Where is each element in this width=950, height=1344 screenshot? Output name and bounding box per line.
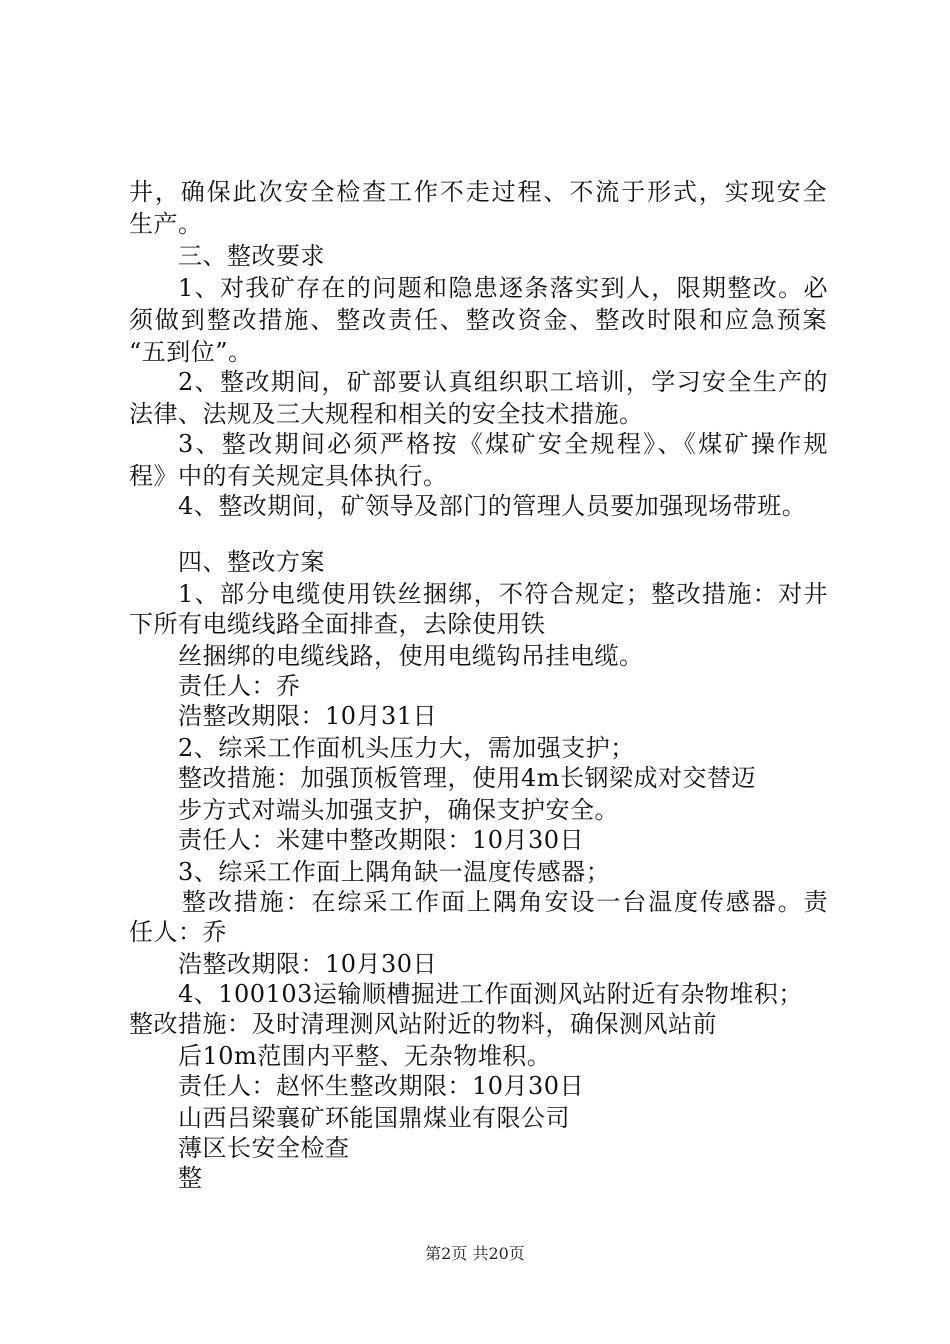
text-line: “五到位”。 bbox=[129, 338, 253, 366]
text-line: 生产。 bbox=[129, 210, 203, 238]
text-line: 3、综采工作面上隅角缺一温度传感器； bbox=[178, 858, 611, 886]
text-line: 责任人：米建中整改期限：10月30日 bbox=[178, 826, 585, 854]
text-line: 步方式对端头加强支护，确保支护安全。 bbox=[178, 796, 619, 824]
text-line: 整改措施：及时清理测风站附近的物料，确保测风站前 bbox=[129, 1010, 717, 1038]
text-line: 薄区长安全检查 bbox=[178, 1134, 350, 1162]
section-heading: 四、整改方案 bbox=[178, 548, 325, 576]
section-heading: 三、整改要求 bbox=[178, 242, 325, 270]
text-line: 责任人：赵怀生整改期限：10月30日 bbox=[178, 1072, 585, 1100]
text-line: 整 bbox=[178, 1164, 203, 1192]
text-line: 井，确保此次安全检查工作不走过程、不流于形式，实现安全 bbox=[129, 178, 827, 206]
text-line: 浩整改期限：10月30日 bbox=[178, 950, 438, 978]
text-line: 3、整改期间必须严格按《煤矿安全规程》、《煤矿操作规 bbox=[178, 430, 828, 458]
text-line: 下所有电缆线路全面排查，去除使用铁 bbox=[129, 610, 546, 638]
page-number: 第2页 共20页 bbox=[425, 1244, 525, 1263]
text-line: 任人：乔 bbox=[129, 918, 227, 946]
text-line: 责任人：乔 bbox=[178, 672, 301, 700]
text-line: 2、整改期间，矿部要认真组织职工培训，学习安全生产的 bbox=[178, 368, 828, 396]
text-line: 浩整改期限：10月31日 bbox=[178, 702, 438, 730]
text-line: 须做到整改措施、整改责任、整改资金、整改时限和应急预案 bbox=[129, 306, 827, 334]
text-line: 程》中的有关规定具体执行。 bbox=[129, 462, 448, 490]
text-line: 整改措施：加强顶板管理，使用4m长钢梁成对交替迈 bbox=[178, 764, 757, 792]
text-line: 丝捆绑的电缆线路，使用电缆钩吊挂电缆。 bbox=[178, 642, 644, 670]
text-line: 1、部分电缆使用铁丝捆绑，不符合规定；整改措施：对井 bbox=[178, 580, 828, 608]
text-line: 整改措施：在综采工作面上隅角安设一台温度传感器。责 bbox=[182, 888, 828, 916]
text-line: 4、整改期间，矿领导及部门的管理人员要加强现场带班。 bbox=[178, 492, 807, 520]
text-line: 1、对我矿存在的问题和隐患逐条落实到人，限期整改。必 bbox=[178, 274, 828, 302]
text-line: 山西吕梁襄矿环能国鼎煤业有限公司 bbox=[178, 1104, 570, 1132]
text-line: 2、综采工作面机头压力大，需加强支护； bbox=[178, 734, 635, 762]
text-line: 4、100103运输顺槽掘进工作面测风站附近有杂物堆积； bbox=[178, 980, 803, 1008]
text-line: 后10m范围内平整、无杂物堆积。 bbox=[178, 1042, 552, 1070]
text-line: 法律、法规及三大规程和相关的安全技术措施。 bbox=[129, 400, 644, 428]
